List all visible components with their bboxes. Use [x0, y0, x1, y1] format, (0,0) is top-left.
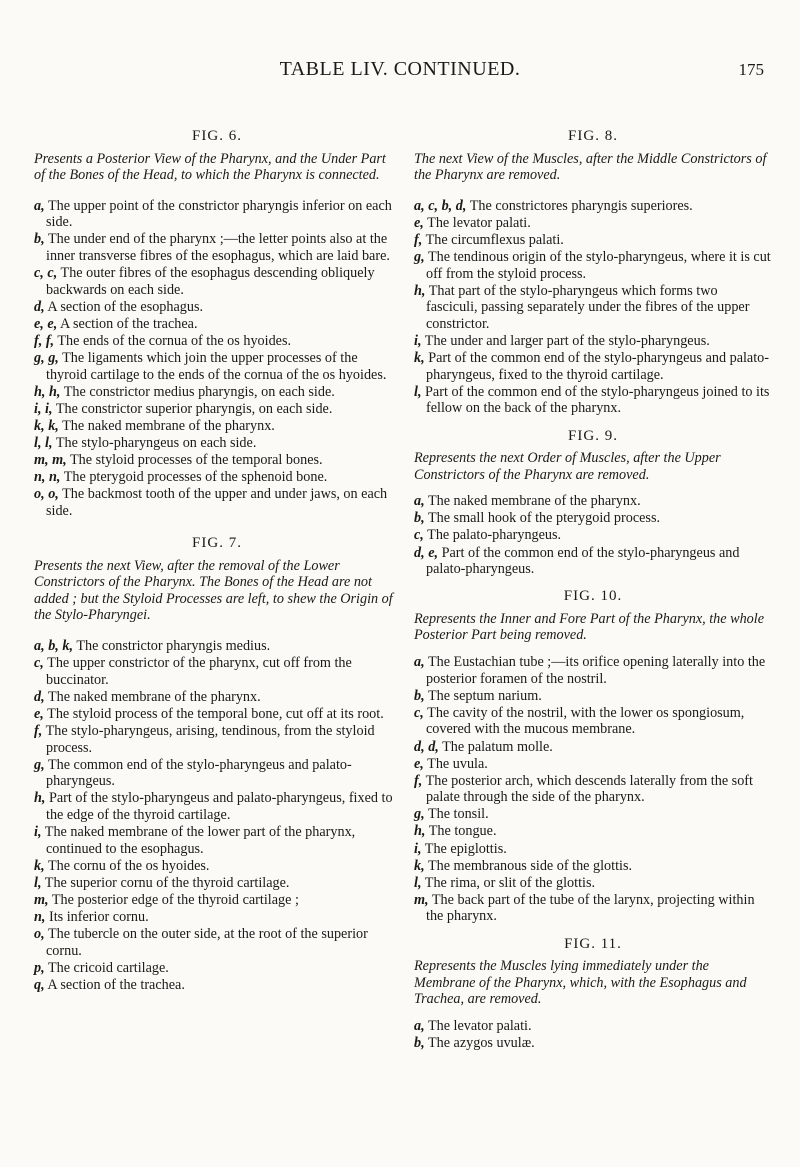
- figure-description: The next View of the Muscles, after the Middle Constrictors of the Pharynx are removed.: [414, 150, 767, 184]
- figure-heading: FIG. 11.: [564, 935, 622, 952]
- legend-text: The septum narium.: [427, 687, 542, 704]
- legend-text: The stylo-pharyngeus on each side.: [55, 435, 257, 452]
- legend-letter: f,: [414, 231, 423, 248]
- figure-description: Presents the next View, after the removal of the Lower Constrictors of the Pharynx. The Bones of the Head are not added ; but the Styloid Processes are left, to shew the Origin of the Stylo-Pharyngei.: [34, 557, 393, 624]
- legend-entry: [414, 198, 772, 215]
- legend-entry: [414, 806, 772, 823]
- legend-text: The epiglottis.: [424, 840, 507, 857]
- legend-letter: a,: [414, 1017, 425, 1034]
- legend-letter: m, m,: [34, 452, 67, 469]
- legend-entry: [34, 757, 400, 790]
- legend-entry: [34, 384, 400, 401]
- legend-entry: [414, 249, 772, 282]
- legend-entry: [414, 688, 772, 705]
- legend-text: A section of the trachea.: [47, 976, 185, 993]
- legend-letter: l, l,: [34, 435, 53, 452]
- legend-text: The posterior edge of the thyroid cartilage ;: [51, 891, 299, 908]
- legend-entry: [414, 545, 772, 578]
- legend-text: The constrictor superior pharyngis, on each side.: [55, 400, 333, 417]
- legend-letter: i,: [414, 840, 422, 857]
- figure-6-section: [34, 128, 400, 520]
- legend-letter: e,: [414, 214, 424, 231]
- figure-8-section: [414, 128, 772, 417]
- legend-text: The constrictores pharyngis superiores.: [469, 197, 693, 214]
- legend-entry: [414, 739, 772, 756]
- legend-entry: [34, 689, 400, 706]
- legend-text: A section of the esophagus.: [47, 298, 204, 315]
- legend-letter: b,: [414, 1035, 425, 1051]
- legend-letter: c,: [414, 704, 424, 721]
- legend-letter: a, c, b, d,: [414, 197, 467, 214]
- legend-text: The ends of the cornua of the os hyoides.: [57, 333, 292, 350]
- legend-text: Its inferior cornu.: [48, 909, 149, 926]
- legend-entry: [34, 892, 400, 909]
- legend-text: The under and larger part of the stylo-pharyngeus.: [424, 333, 710, 350]
- legend-letter: a,: [414, 493, 425, 510]
- legend-letter: h, h,: [34, 383, 61, 400]
- legend-letter: g, g,: [34, 350, 59, 367]
- legend-letter: e,: [414, 755, 424, 772]
- legend-entry: [34, 824, 400, 857]
- running-title: TABLE LIV. CONTINUED.: [279, 58, 521, 80]
- legend-entry: [34, 333, 400, 350]
- legend-letter: c, c,: [34, 265, 58, 282]
- legend-text: The membranous side of the glottis.: [427, 857, 633, 874]
- legend-text: The Eustachian tube ;—its orifice opening laterally into the posterior foramen of the nostril.: [426, 654, 766, 687]
- figure-9-section: [414, 428, 772, 578]
- legend-letter: q,: [34, 976, 45, 993]
- legend-text: The palatum molle.: [442, 738, 553, 755]
- legend-letter: m,: [414, 891, 429, 908]
- legend-text: The under end of the pharynx ;—the letter points also at the inner transverse fibres of the esophagus, which are laid bare.: [46, 231, 390, 265]
- legend-entry: [414, 773, 772, 806]
- legend-entry: [414, 823, 772, 840]
- legend-entry: [414, 875, 772, 892]
- legend-letter: h,: [414, 282, 426, 299]
- legend-entry: [34, 418, 400, 435]
- legend-letter: k,: [414, 350, 425, 367]
- legend-text: The levator palati.: [427, 214, 531, 231]
- legend-text: The tonsil.: [427, 806, 489, 823]
- legend-letter: m,: [34, 891, 49, 908]
- legend-letter: i,: [414, 333, 422, 350]
- legend-entry: [34, 452, 400, 469]
- legend-entry: [34, 638, 400, 655]
- legend-letter: e, e,: [34, 315, 58, 332]
- legend-entry: [34, 299, 400, 316]
- legend-text: The common end of the stylo-pharyngeus and palato-pharyngeus.: [46, 756, 352, 790]
- legend-entry: [414, 858, 772, 875]
- legend-text: The small hook of the pterygoid process.: [427, 510, 661, 527]
- legend-list: [34, 198, 400, 520]
- page-header: [0, 58, 800, 84]
- legend-entry: [34, 926, 400, 959]
- legend-list: [414, 198, 772, 417]
- legend-entry: [414, 841, 772, 858]
- legend-letter: l,: [414, 874, 422, 891]
- legend-letter: h,: [34, 790, 46, 807]
- legend-letter: c,: [34, 655, 44, 672]
- figure-description: Represents the next Order of Muscles, after the Upper Constrictors of the Pharynx are removed.: [414, 450, 721, 483]
- legend-text: The superior cornu of the thyroid cartilage.: [44, 874, 290, 891]
- legend-letter: f,: [34, 723, 43, 739]
- legend-letter: i,: [34, 824, 42, 841]
- legend-entry: [34, 401, 400, 418]
- figure-description: Represents the Muscles lying immediately under the Membrane of the Pharynx, which, with the Esophagus and Trachea, are removed.: [414, 958, 747, 1008]
- legend-text: The cornu of the os hyoides.: [47, 857, 210, 874]
- legend-entry: [414, 333, 772, 350]
- legend-list: [414, 1018, 772, 1052]
- legend-list: [414, 654, 772, 925]
- figure-heading: FIG. 9.: [568, 427, 618, 444]
- legend-text: Part of the stylo-pharyngeus and palato-pharyngeus, fixed to the edge of the thyroid cartilage.: [46, 790, 393, 823]
- legend-letter: d, e,: [414, 544, 439, 561]
- legend-text: The naked membrane of the pharynx.: [427, 493, 641, 510]
- legend-letter: e,: [34, 705, 44, 722]
- legend-entry: [34, 198, 400, 231]
- legend-text: The ligaments which join the upper processes of the thyroid cartilage to the ends of the cornua of the os hyoides.: [46, 350, 387, 383]
- legend-list: [414, 493, 772, 577]
- legend-letter: b,: [34, 231, 45, 248]
- legend-entry: [34, 469, 400, 486]
- legend-entry: [414, 510, 772, 527]
- legend-letter: g,: [414, 249, 425, 266]
- legend-text: Part of the common end of the stylo-pharyngeus joined to its fellow on the back of the pharynx.: [425, 383, 770, 417]
- figure-description: Represents the Inner and Fore Part of the Pharynx, the whole Posterior Part being removed.: [414, 610, 765, 644]
- legend-text: The constrictor medius pharyngis, on each side.: [63, 383, 335, 400]
- legend-letter: a, b, k,: [34, 638, 74, 655]
- legend-letter: a,: [34, 197, 45, 214]
- figure-heading: FIG. 6.: [192, 128, 242, 144]
- legend-text: The levator palati.: [427, 1017, 532, 1034]
- legend-entry: [414, 232, 772, 249]
- legend-letter: a,: [414, 654, 425, 671]
- legend-text: The constrictor pharyngis medius.: [76, 638, 271, 655]
- legend-entry: [414, 1018, 772, 1035]
- legend-entry: [414, 350, 772, 383]
- legend-text: The naked membrane of the pharynx.: [62, 418, 275, 434]
- legend-entry: [414, 705, 772, 738]
- legend-entry: [34, 435, 400, 452]
- legend-entry: [34, 790, 400, 823]
- legend-entry: [34, 909, 400, 926]
- legend-letter: d, d,: [414, 738, 439, 755]
- legend-letter: n, n,: [34, 469, 61, 486]
- legend-letter: d,: [34, 298, 45, 315]
- legend-letter: h,: [414, 823, 426, 840]
- legend-text: The tongue.: [428, 823, 497, 840]
- legend-list: [34, 638, 400, 993]
- legend-text: The cavity of the nostril, with the lower os spongiosum, covered with the mucous membrane.: [426, 704, 745, 738]
- legend-letter: l,: [34, 874, 42, 891]
- legend-letter: o, o,: [34, 486, 59, 503]
- page-number: 175: [738, 60, 764, 79]
- right-column: [414, 128, 772, 1052]
- legend-text: The palato-pharyngeus.: [427, 527, 562, 544]
- legend-letter: k,: [414, 857, 425, 874]
- legend-text: The backmost tooth of the upper and under jaws, on each side.: [46, 486, 388, 519]
- legend-letter: c,: [414, 527, 424, 544]
- left-column: [34, 128, 400, 994]
- legend-letter: k,: [34, 857, 45, 874]
- legend-text: The upper constrictor of the pharynx, cut off from the buccinator.: [46, 655, 352, 688]
- legend-text: The back part of the tube of the larynx, projecting within the pharynx.: [426, 891, 755, 925]
- legend-text: The naked membrane of the pharynx.: [47, 688, 261, 705]
- figure-10-section: [414, 588, 772, 925]
- legend-letter: k, k,: [34, 418, 59, 434]
- legend-letter: f, f,: [34, 333, 55, 350]
- legend-entry: [414, 215, 772, 232]
- legend-text: The naked membrane of the lower part of the pharynx, continued to the esophagus.: [44, 824, 356, 857]
- legend-text: The azygos uvulæ.: [427, 1035, 535, 1051]
- legend-text: The pterygoid processes of the sphenoid bone.: [63, 469, 328, 486]
- legend-entry: [34, 231, 400, 264]
- legend-letter: o,: [34, 926, 45, 943]
- legend-text: The upper point of the constrictor pharyngis inferior on each side.: [46, 197, 392, 231]
- legend-text: The uvula.: [427, 755, 488, 772]
- legend-letter: b,: [414, 510, 425, 527]
- legend-entry: [414, 527, 772, 544]
- legend-entry: [34, 875, 400, 892]
- legend-letter: g,: [34, 756, 45, 773]
- legend-text: A section of the trachea.: [60, 315, 198, 332]
- legend-text: The tendinous origin of the stylo-pharyngeus, where it is cut off from the styloid process.: [426, 249, 771, 282]
- legend-text: The cricoid cartilage.: [47, 959, 169, 976]
- legend-entry: [34, 706, 400, 723]
- legend-text: The posterior arch, which descends laterally from the soft palate through the side of the pharynx.: [425, 772, 753, 806]
- legend-text: The styloid process of the temporal bone, cut off at its root.: [47, 705, 384, 722]
- legend-entry: [34, 723, 400, 756]
- legend-letter: g,: [414, 806, 425, 823]
- legend-letter: l,: [414, 383, 422, 400]
- figure-heading: FIG. 7.: [192, 535, 242, 552]
- legend-entry: [34, 316, 400, 333]
- legend-letter: d,: [34, 688, 45, 705]
- legend-letter: p,: [34, 959, 45, 976]
- legend-entry: [414, 892, 772, 925]
- legend-letter: n,: [34, 909, 46, 926]
- legend-entry: [34, 977, 400, 994]
- figure-description: Presents a Posterior View of the Pharynx, and the Under Part of the Bones of the Head, to which the Pharynx is connected.: [34, 150, 386, 184]
- legend-text: The circumflexus palati.: [425, 231, 564, 248]
- legend-entry: [414, 493, 772, 510]
- legend-entry: [414, 1035, 772, 1052]
- legend-text: The styloid processes of the temporal bones.: [70, 452, 323, 469]
- legend-letter: f,: [414, 772, 423, 789]
- legend-text: The stylo-pharyngeus, arising, tendinous, from the styloid process.: [45, 723, 375, 756]
- figure-heading: FIG. 10.: [563, 588, 623, 605]
- legend-text: The rima, or slit of the glottis.: [424, 874, 596, 891]
- legend-letter: b,: [414, 687, 425, 704]
- legend-text: The outer fibres of the esophagus descending obliquely backwards on each side.: [46, 265, 375, 298]
- legend-entry: [34, 655, 400, 688]
- figure-11-section: [414, 936, 772, 1052]
- legend-entry: [34, 486, 400, 519]
- legend-text: That part of the stylo-pharyngeus which forms two fasciculi, passing separately under the fibres of the upper constrictor.: [426, 282, 750, 332]
- legend-entry: [414, 756, 772, 773]
- legend-entry: [414, 384, 772, 417]
- figure-7-section: [34, 535, 400, 993]
- legend-entry: [414, 654, 772, 687]
- legend-entry: [414, 283, 772, 333]
- legend-entry: [34, 858, 400, 875]
- legend-entry: [34, 265, 400, 298]
- legend-entry: [34, 350, 400, 383]
- legend-letter: i, i,: [34, 400, 53, 417]
- legend-text: Part of the common end of the stylo-pharyngeus and palato-pharyngeus, fixed to the thyroid cartilage.: [426, 350, 769, 383]
- legend-entry: [34, 960, 400, 977]
- figure-heading: FIG. 8.: [568, 128, 618, 144]
- legend-text: Part of the common end of the stylo-pharyngeus and palato-pharyngeus.: [426, 544, 740, 578]
- legend-text: The tubercle on the outer side, at the root of the superior cornu.: [46, 926, 368, 959]
